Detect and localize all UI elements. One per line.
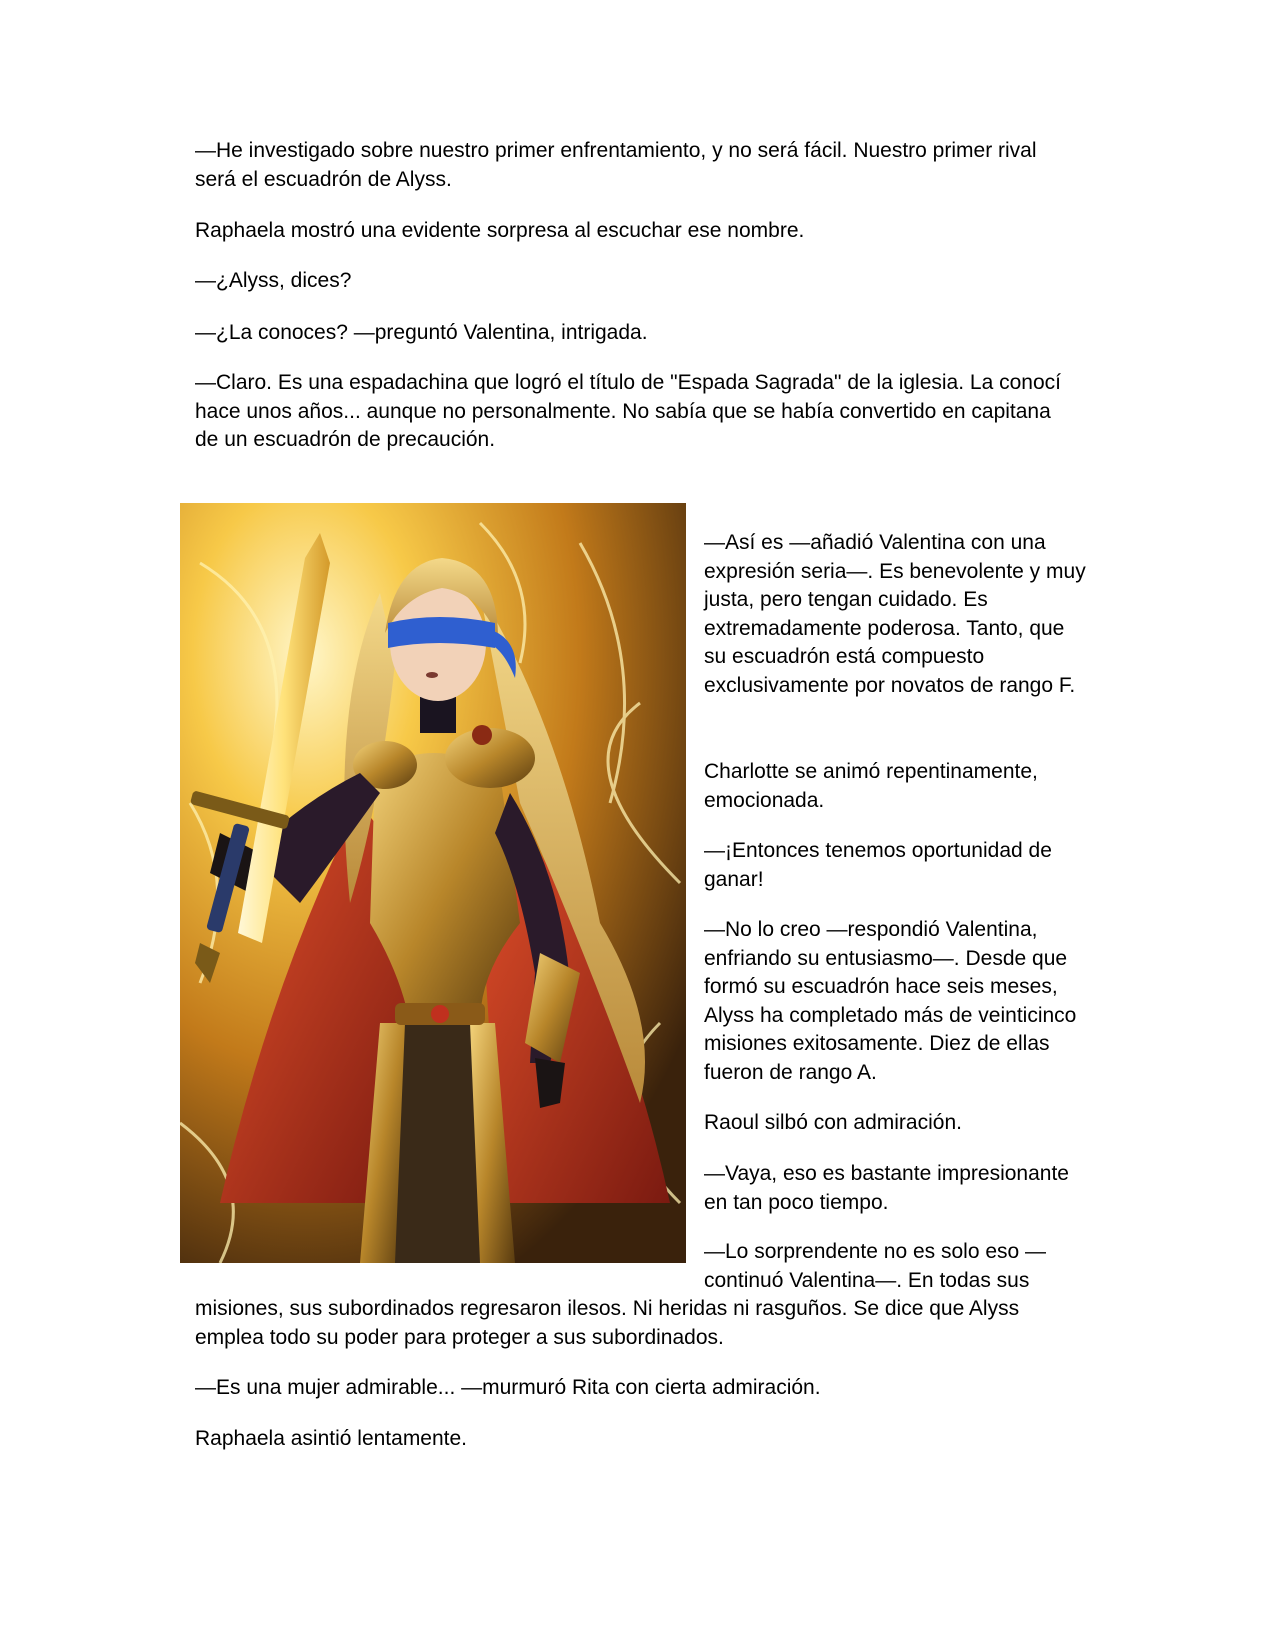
side-paragraph-1: —Así es —añadió Valentina con una expresión seria—. Es benevolente y muy justa, pero tengan cuidado. Es extremadamente poderosa. Tanto, que su escuadrón está compuesto exclusivamente por novatos de rango F. xyxy=(704,531,1086,697)
paragraph-3: —¿Alyss, dices? xyxy=(195,269,352,292)
paragraph-2: Raphaela mostró una evidente sorpresa al escuchar ese nombre. xyxy=(195,219,805,242)
side-paragraph-6: —Vaya, eso es bastante impresionante en tan poco tiempo. xyxy=(704,1162,1069,1214)
side-paragraph-4: —No lo creo —respondió Valentina, enfriando su entusiasmo—. Desde que formó su escuadrón hace seis meses, Alyss ha completado más de veinticinco misiones exitosamente. Diez de ellas fueron de rango A. xyxy=(704,918,1077,1084)
side-paragraph-7-text: —Lo sorprendente no es solo eso —continuó Valentina—. xyxy=(704,1240,1047,1292)
bottom-paragraph-1: misiones, sus subordinados regresaron ilesos. Ni heridas ni rasguños. Se dice que Alyss emplea todo su poder para proteger a sus subordinados. xyxy=(195,1297,1020,1349)
side-paragraph-2: Charlotte se animó repentinamente, emocionada. xyxy=(704,760,1038,812)
golden-knight-image xyxy=(180,503,686,1263)
paragraph-5: —Claro. Es una espadachina que logró el título de "Espada Sagrada" de la iglesia. La conocí hace unos años... aunque no personalmente. No sabía que se había convertido en capitana de un escuadrón de precaución. xyxy=(195,371,1061,451)
side-paragraph-7 xyxy=(704,1238,1089,1295)
bottom-paragraph-2: —Es una mujer admirable... —murmuró Rita con cierta admiración. xyxy=(195,1376,821,1399)
paragraph-4: —¿La conoces? —preguntó Valentina, intrigada. xyxy=(195,321,648,344)
paragraph-1: —He investigado sobre nuestro primer enfrentamiento, y no será fácil. Nuestro primer rival será el escuadrón de Alyss. xyxy=(195,139,1037,191)
side-paragraph-3: —¡Entonces tenemos oportunidad de ganar! xyxy=(704,839,1052,891)
side-paragraph-5: Raoul silbó con admiración. xyxy=(704,1111,962,1134)
knight-illustration xyxy=(180,503,686,1263)
bottom-paragraph-3: Raphaela asintió lentamente. xyxy=(195,1427,468,1450)
side-paragraph-7-tail: En todas sus xyxy=(907,1268,1030,1292)
